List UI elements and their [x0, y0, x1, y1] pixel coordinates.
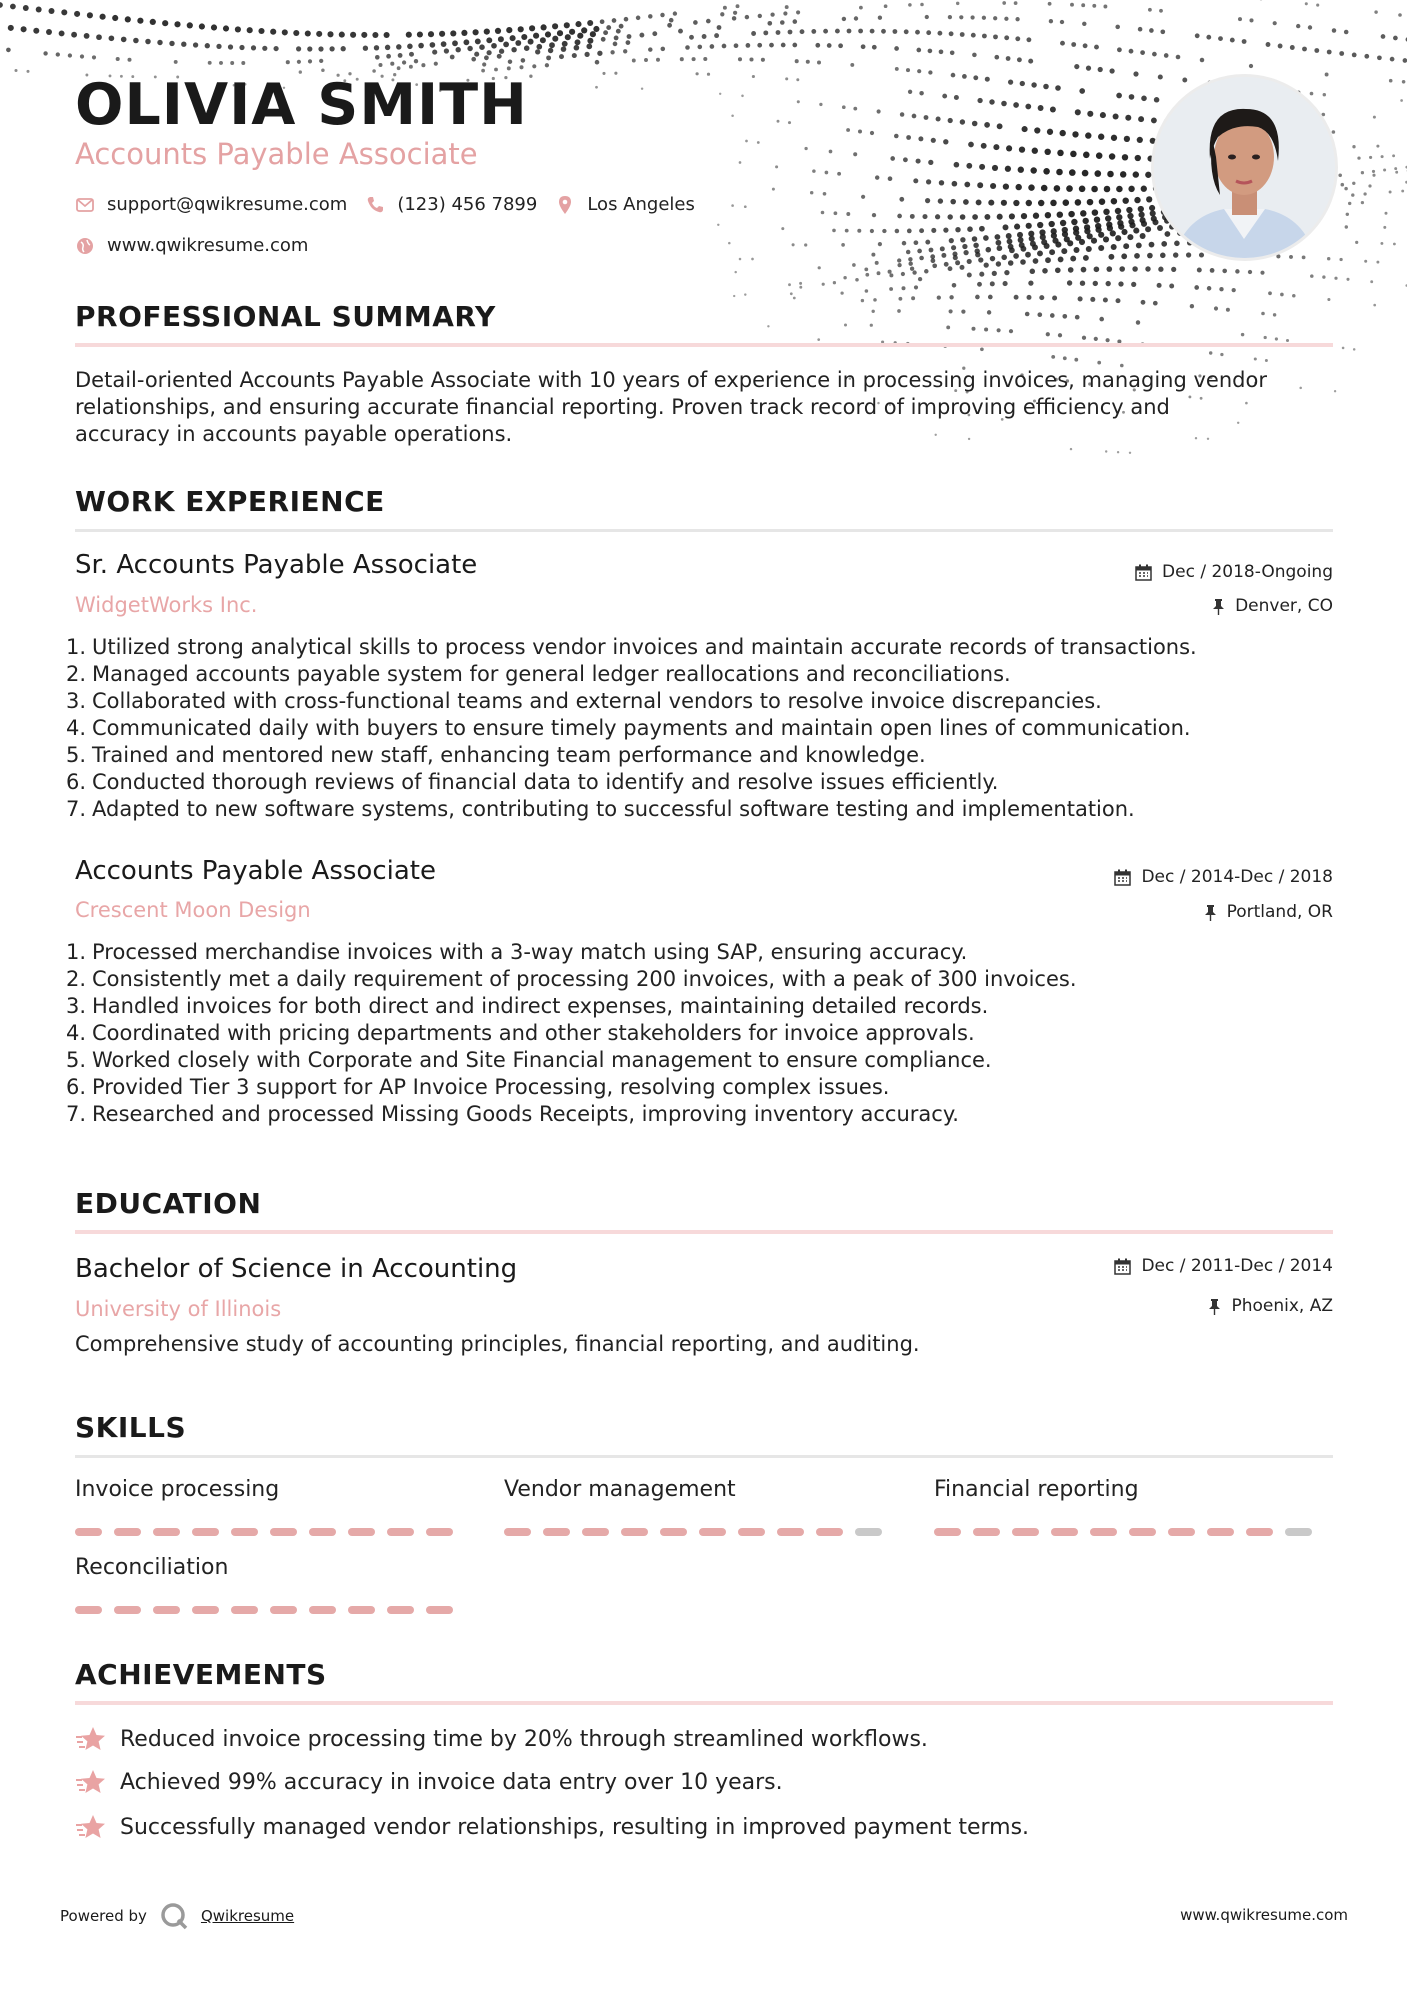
- skill-segment-filled: [348, 1606, 375, 1614]
- skill-segment-filled: [309, 1606, 336, 1614]
- qwikresume-logo-icon: [159, 1901, 189, 1931]
- skill-name: Invoice processing: [75, 1477, 280, 1502]
- section-divider: [75, 343, 1333, 347]
- skill-segment-filled: [621, 1528, 648, 1536]
- skill-segment-filled: [192, 1528, 219, 1536]
- section-divider: [75, 1701, 1333, 1705]
- list-item: 6. Conducted thorough reviews of financial data to identify and resolve issues efficiently.: [66, 770, 999, 794]
- phone-icon: [365, 195, 385, 215]
- list-item: 2. Consistently met a daily requirement of processing 200 invoices, with a peak of 300 invoices.: [66, 967, 1077, 991]
- skill-segment-filled: [75, 1606, 102, 1614]
- achievement-item: [75, 1768, 783, 1796]
- star-icon: [75, 1768, 107, 1796]
- skill-segment-filled: [1012, 1528, 1039, 1536]
- list-item: 3. Handled invoices for both direct and indirect expenses, maintaining detailed records.: [66, 994, 989, 1018]
- education-description: Comprehensive study of accounting principles, financial reporting, and auditing.: [75, 1332, 920, 1356]
- summary-line: relationships, and ensuring accurate financial reporting. Proven track record of improving efficiency and: [75, 395, 1170, 419]
- skill-segment-filled: [270, 1528, 297, 1536]
- map-pin-icon: [555, 195, 575, 215]
- skill-segment-filled: [777, 1528, 804, 1536]
- skill-level-bar: [504, 1528, 882, 1536]
- calendar-icon: [1114, 869, 1131, 886]
- list-item: 5. Worked closely with Corporate and Site Financial management to ensure compliance.: [66, 1048, 992, 1072]
- section-title-education: EDUCATION: [75, 1187, 262, 1220]
- pushpin-icon: [1204, 904, 1217, 921]
- skill-segment-filled: [1090, 1528, 1117, 1536]
- education-location: [1208, 1296, 1333, 1316]
- skill-segment-filled: [660, 1528, 687, 1536]
- skill-segment-filled: [309, 1528, 336, 1536]
- star-icon: [75, 1813, 107, 1841]
- location-text: Los Angeles: [587, 194, 695, 215]
- job-location: [1212, 596, 1333, 616]
- section-title-achievements: ACHIEVEMENTS: [75, 1658, 327, 1691]
- skill-segment-filled: [426, 1528, 453, 1536]
- job-location-text: Denver, CO: [1235, 596, 1333, 616]
- job-location-text: Portland, OR: [1226, 902, 1333, 922]
- achievement-text: Successfully managed vendor relationships, resulting in improved payment terms.: [120, 1814, 1030, 1840]
- pushpin-icon: [1212, 598, 1225, 615]
- section-title-experience: WORK EXPERIENCE: [75, 485, 385, 518]
- skill-segment-filled: [582, 1528, 609, 1536]
- company-name: WidgetWorks Inc.: [75, 593, 258, 617]
- calendar-icon: [1135, 564, 1152, 581]
- achievement-item: [75, 1725, 928, 1753]
- list-item: 7. Researched and processed Missing Goods Receipts, improving inventory accuracy.: [66, 1102, 959, 1126]
- list-item: 2. Managed accounts payable system for general ledger reallocations and reconciliations.: [66, 662, 1011, 686]
- list-item: 1. Processed merchandise invoices with a 3-way match using SAP, ensuring accuracy.: [66, 940, 968, 964]
- job-location: [1204, 902, 1333, 922]
- job-dates-text: Dec / 2014-Dec / 2018: [1141, 867, 1333, 887]
- skill-segment-filled: [504, 1528, 531, 1536]
- list-item: 4. Coordinated with pricing departments and other stakeholders for invoice approvals.: [66, 1021, 975, 1045]
- skill-segment-filled: [192, 1606, 219, 1614]
- skill-segment-filled: [1129, 1528, 1156, 1536]
- skill-segment-filled: [816, 1528, 843, 1536]
- skill-segment-filled: [973, 1528, 1000, 1536]
- contact-row: [75, 194, 695, 215]
- list-item: 7. Adapted to new software systems, contributing to successful software testing and implementation.: [66, 797, 1135, 821]
- achievement-item: [75, 1813, 1029, 1841]
- skill-segment-empty: [1285, 1528, 1312, 1536]
- section-divider: [75, 1230, 1333, 1234]
- skill-segment-filled: [699, 1528, 726, 1536]
- skill-segment-filled: [1207, 1528, 1234, 1536]
- star-icon: [75, 1725, 107, 1753]
- summary-line: Detail-oriented Accounts Payable Associate with 10 years of experience in processing invoices, managing vendor: [75, 368, 1267, 392]
- list-item: 1. Utilized strong analytical skills to process vendor invoices and maintain accurate records of transactions.: [66, 635, 1197, 659]
- skill-segment-filled: [348, 1528, 375, 1536]
- skill-level-bar: [75, 1606, 453, 1614]
- job-dates-text: Dec / 2018-Ongoing: [1162, 562, 1333, 582]
- skill-segment-filled: [114, 1606, 141, 1614]
- skill-segment-filled: [1246, 1528, 1273, 1536]
- skill-segment-filled: [270, 1606, 297, 1614]
- website-row: [75, 235, 308, 256]
- skill-level-bar: [75, 1528, 453, 1536]
- globe-icon: [75, 236, 95, 256]
- skill-segment-filled: [114, 1528, 141, 1536]
- skill-segment-filled: [387, 1606, 414, 1614]
- education-dates-text: Dec / 2011-Dec / 2014: [1141, 1256, 1333, 1276]
- list-item: 6. Provided Tier 3 support for AP Invoice Processing, resolving complex issues.: [66, 1075, 890, 1099]
- job-title: Accounts Payable Associate: [75, 856, 436, 886]
- candidate-name: OLIVIA SMITH: [75, 72, 528, 138]
- calendar-icon: [1114, 1258, 1131, 1275]
- skill-segment-filled: [1051, 1528, 1078, 1536]
- section-title-summary: PROFESSIONAL SUMMARY: [75, 300, 496, 333]
- education-dates: [1114, 1256, 1333, 1276]
- job-dates: [1135, 562, 1333, 582]
- portrait-illustration: [1154, 77, 1335, 258]
- email-text[interactable]: support@qwikresume.com: [107, 194, 348, 215]
- education-location-text: Phoenix, AZ: [1231, 1296, 1333, 1316]
- list-item: 3. Collaborated with cross-functional teams and external vendors to resolve invoice discrepancies.: [66, 689, 1102, 713]
- brand-link[interactable]: Qwikresume: [200, 1907, 295, 1925]
- summary-line: accuracy in accounts payable operations.: [75, 422, 513, 446]
- profile-photo: [1151, 74, 1338, 261]
- company-name: Crescent Moon Design: [75, 898, 311, 922]
- job-bullets: [66, 939, 1326, 1128]
- skill-level-bar: [934, 1528, 1312, 1536]
- section-divider: [75, 1455, 1333, 1458]
- job-bullets: [66, 634, 1326, 823]
- skill-segment-filled: [426, 1606, 453, 1614]
- email-icon: [75, 195, 95, 215]
- skill-segment-filled: [153, 1528, 180, 1536]
- skill-segment-filled: [738, 1528, 765, 1536]
- skill-segment-filled: [543, 1528, 570, 1536]
- school-name: University of Illinois: [75, 1297, 282, 1321]
- website-link[interactable]: www.qwikresume.com: [107, 235, 309, 256]
- candidate-title: Accounts Payable Associate: [75, 137, 478, 171]
- list-item: 4. Communicated daily with buyers to ensure timely payments and maintain open lines of communication.: [66, 716, 1191, 740]
- pushpin-icon: [1208, 1298, 1221, 1315]
- achievement-text: Reduced invoice processing time by 20% through streamlined workflows.: [120, 1726, 928, 1752]
- summary-text: [75, 367, 1337, 448]
- skill-segment-filled: [387, 1528, 414, 1536]
- skill-segment-filled: [75, 1528, 102, 1536]
- job-title: Sr. Accounts Payable Associate: [75, 550, 478, 580]
- powered-by-label: Powered by: [60, 1907, 147, 1925]
- skill-segment-filled: [231, 1606, 258, 1614]
- skill-segment-filled: [934, 1528, 961, 1536]
- skill-segment-filled: [231, 1528, 258, 1536]
- skill-segment-filled: [153, 1606, 180, 1614]
- skill-segment-filled: [1168, 1528, 1195, 1536]
- section-title-skills: SKILLS: [75, 1411, 187, 1444]
- degree-title: Bachelor of Science in Accounting: [75, 1254, 518, 1284]
- skill-name: Reconciliation: [75, 1555, 229, 1580]
- footer-powered-by: [60, 1901, 294, 1931]
- skill-name: Financial reporting: [934, 1477, 1139, 1502]
- skill-segment-empty: [855, 1528, 882, 1536]
- phone-text: (123) 456 7899: [397, 194, 538, 215]
- list-item: 5. Trained and mentored new staff, enhancing team performance and knowledge.: [66, 743, 926, 767]
- section-divider: [75, 529, 1333, 532]
- footer-website-link[interactable]: www.qwikresume.com: [1180, 1906, 1348, 1924]
- achievement-text: Achieved 99% accuracy in invoice data entry over 10 years.: [120, 1769, 783, 1795]
- job-dates: [1114, 867, 1333, 887]
- skill-name: Vendor management: [504, 1477, 736, 1502]
